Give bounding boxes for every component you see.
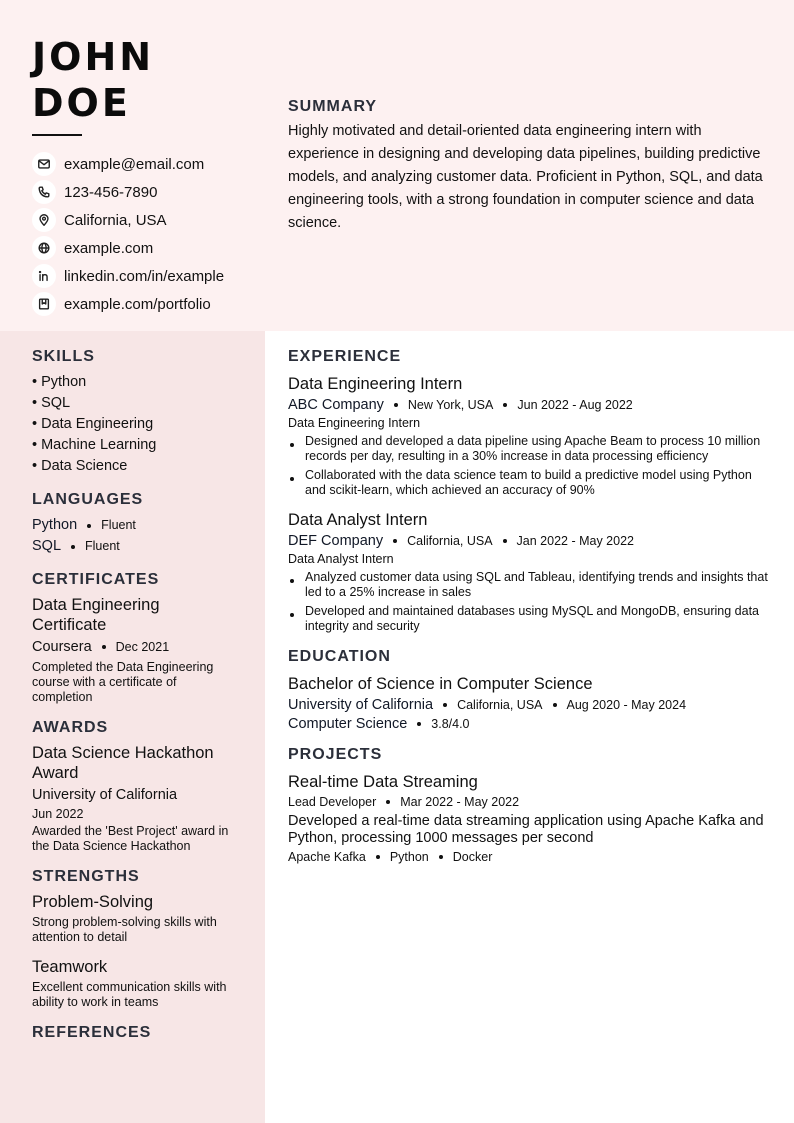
separator-dot (102, 645, 106, 649)
education-dates: Aug 2020 - May 2024 (566, 698, 687, 712)
references-section (32, 1024, 237, 1042)
project-tech (288, 850, 772, 864)
separator-dot (87, 524, 91, 528)
separator-dot (376, 855, 380, 859)
skill-item: • Data Science (32, 458, 128, 474)
job-meta (288, 533, 772, 549)
separator-dot (503, 403, 507, 407)
school-name: University of California (288, 697, 434, 713)
experience-item (288, 510, 772, 634)
contact-email-text: example@email.com (64, 155, 205, 173)
contact-phone[interactable] (32, 178, 257, 206)
job-location: California, USA (407, 534, 493, 548)
project-role: Lead Developer (288, 795, 377, 809)
separator-dot (393, 539, 397, 543)
language-name: Python (32, 517, 78, 533)
project-meta (288, 795, 772, 809)
separator-dot (503, 539, 507, 543)
project-tech-item: Python (389, 850, 429, 864)
education-section (288, 648, 772, 732)
contact-linkedin-text: linkedin.com/in/example (64, 267, 225, 285)
language-name: SQL (32, 538, 62, 554)
award-date: Jun 2022 (32, 807, 84, 821)
project-name: Real-time Data Streaming (288, 773, 478, 791)
phone-icon (32, 180, 56, 204)
school-location: California, USA (457, 698, 543, 712)
job-title: Data Analyst Intern (288, 511, 428, 529)
gpa: 3.8/4.0 (431, 717, 470, 731)
education-field-row (288, 716, 772, 732)
skill-item: • Data Engineering (32, 416, 154, 432)
location-icon (32, 208, 56, 232)
awards-section (32, 719, 237, 854)
name-block (32, 34, 252, 136)
certificate-name: Data Engineering Certificate (32, 596, 160, 634)
contact-location (32, 206, 257, 234)
mail-icon (32, 152, 56, 176)
skills-section (32, 348, 237, 477)
skills-title: SKILLS (32, 348, 95, 365)
job-dates: Jun 2022 - Aug 2022 (517, 398, 633, 412)
contact-portfolio-text: example.com/portfolio (64, 295, 211, 313)
education-meta (288, 697, 772, 713)
contact-website-text: example.com (64, 239, 154, 257)
separator-dot (71, 545, 75, 549)
award-issuer: University of California (32, 787, 178, 803)
strengths-title: STRENGTHS (32, 868, 140, 885)
contact-linkedin[interactable] (32, 262, 257, 290)
job-bullet: Designed and developed a data pipeline using Apache Beam to process 10 million records per day, resulting in a 30% increase in data processing efficiency (288, 434, 772, 464)
experience-title: EXPERIENCE (288, 348, 402, 365)
references-title: REFERENCES (32, 1024, 152, 1041)
job-bullets (288, 434, 772, 498)
globe-icon (32, 236, 56, 260)
contact-website[interactable] (32, 234, 257, 262)
job-bullet: Analyzed customer data using SQL and Tableau, identifying trends and insights that led to a 25% increase in sales (288, 570, 772, 600)
degree: Bachelor of Science in Computer Science (288, 675, 593, 693)
contact-phone-text: 123-456-7890 (64, 183, 158, 201)
strength-name: Problem-Solving (32, 893, 154, 911)
languages-title: LANGUAGES (32, 491, 144, 508)
job-bullet: Collaborated with the data science team to build a predictive model using Python and scikit-learn, which achieved an accuracy of 90% (288, 468, 772, 498)
portfolio-icon (32, 292, 56, 316)
last-name: DOE (32, 81, 131, 125)
job-title: Data Engineering Intern (288, 375, 463, 393)
certificates-title: CERTIFICATES (32, 571, 160, 588)
project-tech-item: Docker (452, 850, 493, 864)
job-meta (288, 397, 772, 413)
project-dates: Mar 2022 - May 2022 (400, 795, 520, 809)
contact-email[interactable] (32, 150, 257, 178)
skill-item: • Python (32, 374, 87, 390)
first-name: JOHN (32, 35, 155, 79)
projects-title: PROJECTS (288, 746, 383, 763)
language-level: Fluent (101, 518, 136, 532)
project-description: Developed a real-time data streaming application using Apache Kafka and Python, processing 1000 messages per second (288, 813, 764, 846)
contact-list (32, 150, 257, 318)
strength-description: Excellent communication skills with ability to work in teams (32, 980, 227, 1009)
contact-location-text: California, USA (64, 211, 167, 229)
field-of-study: Computer Science (288, 716, 408, 732)
skill-item: • SQL (32, 395, 71, 411)
sidebar (32, 348, 237, 1056)
experience-item (288, 374, 772, 498)
skill-item: • Machine Learning (32, 437, 157, 453)
contact-portfolio[interactable] (32, 290, 257, 318)
separator-dot (386, 800, 390, 804)
award-name: Data Science Hackathon Award (32, 744, 214, 782)
separator-dot (394, 403, 398, 407)
job-role: Data Engineering Intern (288, 416, 421, 430)
separator-dot (439, 855, 443, 859)
job-company: ABC Company (288, 397, 384, 413)
strength-description: Strong problem-solving skills with attention to detail (32, 915, 217, 944)
language-level: Fluent (85, 539, 120, 553)
projects-section (288, 746, 772, 864)
languages-section (32, 491, 237, 557)
job-dates: Jan 2022 - May 2022 (516, 534, 634, 548)
language-item (32, 515, 237, 536)
strength-name: Teamwork (32, 958, 108, 976)
separator-dot (553, 703, 557, 707)
certificate-date: Dec 2021 (115, 640, 170, 654)
job-bullets (288, 570, 772, 634)
linkedin-icon (32, 264, 56, 288)
language-item (32, 536, 237, 557)
project-tech-item: Apache Kafka (288, 850, 366, 864)
summary-section (288, 98, 768, 235)
education-title: EDUCATION (288, 648, 391, 665)
main-column (288, 348, 772, 878)
certificates-section (32, 571, 237, 705)
job-role: Data Analyst Intern (288, 552, 394, 566)
strengths-section (32, 868, 237, 1010)
separator-dot (443, 703, 447, 707)
separator-dot (417, 722, 421, 726)
certificate-meta (32, 637, 237, 657)
name-divider (32, 134, 82, 136)
summary-title: SUMMARY (288, 98, 378, 115)
job-location: New York, USA (407, 398, 494, 412)
certificate-issuer: Coursera (32, 639, 92, 655)
experience-section (288, 348, 772, 634)
summary-text: Highly motivated and detail-oriented data engineering intern with experience in designing and developing data pipelines, building predictive models, and analyzing customer data. Proficient in Python, SQL, and data engineering tools, with a strong foundation in computer science and data science. (288, 123, 763, 231)
award-description: Awarded the 'Best Project' award in the Data Science Hackathon (32, 824, 229, 853)
awards-title: AWARDS (32, 719, 109, 736)
certificate-description: Completed the Data Engineering course with a certificate of completion (32, 660, 214, 704)
job-company: DEF Company (288, 533, 384, 549)
job-bullet: Developed and maintained databases using MySQL and MongoDB, ensuring data integrity and security (288, 604, 772, 634)
